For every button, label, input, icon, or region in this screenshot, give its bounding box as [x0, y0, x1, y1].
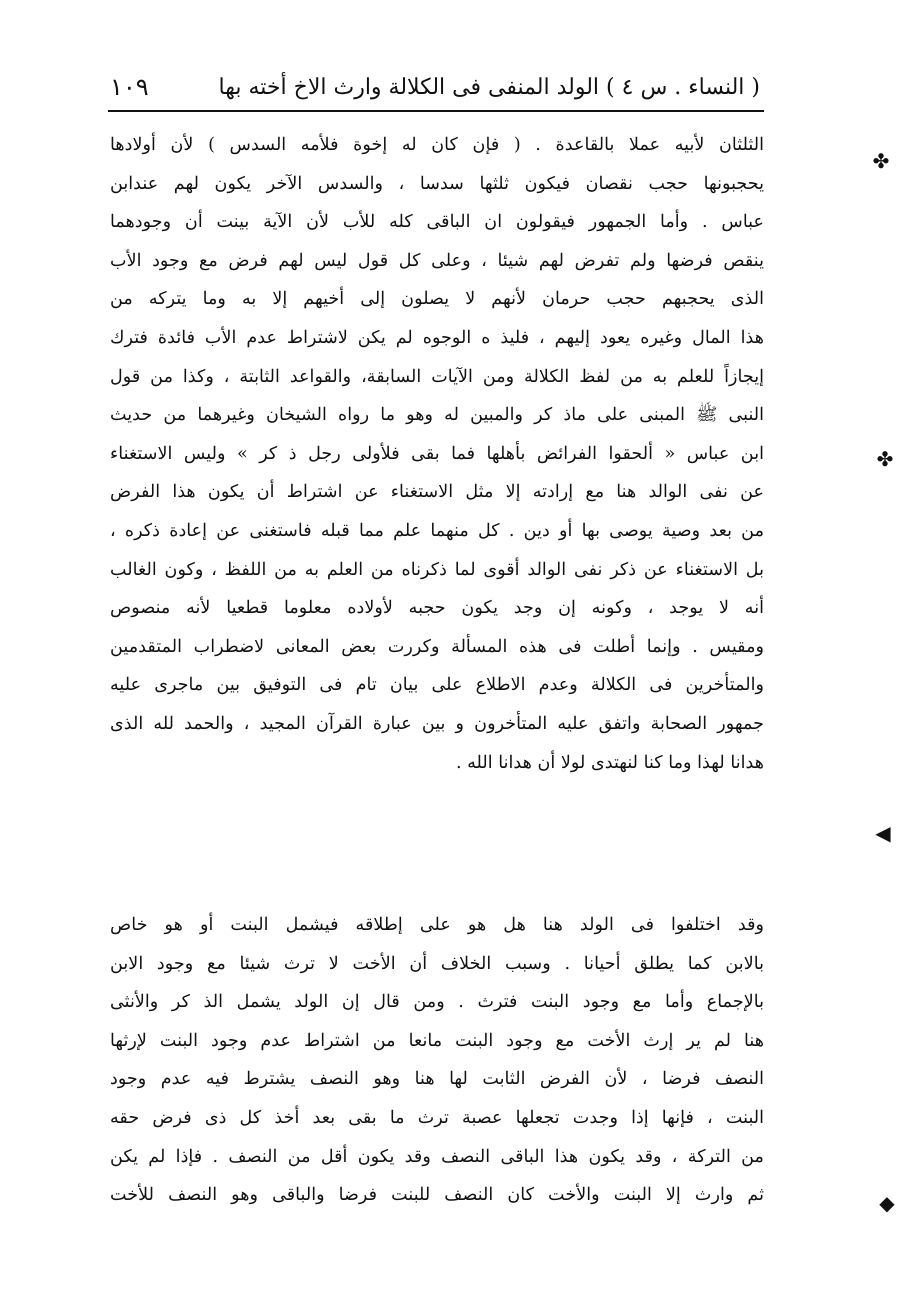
text-line: من بعد وصية يوصى بها أو دين . كل منهما علم مما قبله فاستغنى عن إعادة ذكره ، [110, 520, 764, 541]
text-line: ينقص فرضها ولم تفرض لهم شيئا ، وعلى كل قول ليس لهم فرض مع وجود الأب [110, 250, 764, 271]
paragraph-2 [110, 906, 764, 1215]
text-line: والمتأخرين فى الكلالة وعدم الاطلاع على بيان تام فى التوفيق بين ماجرى عليه [110, 675, 764, 696]
text-line: الذى يحجبهم حجب حرمان لأنهم لا يصلون إلى أخيهم إلا به وما يتركه من [110, 289, 764, 310]
text-line: من التركة ، وقد يكون هذا الباقى النصف وقد يكون أقل من النصف . فإذا لم يكن [110, 1146, 764, 1167]
header-rule [108, 110, 764, 112]
text-line: بل الاستغناء عن ذكر نفى الوالد أقوى لما ذكرناه من العلم به من اللفظ ، وكون الغالب [110, 559, 764, 580]
margin-mark: ◆ [879, 1191, 895, 1215]
text-line: جمهور الصحابة واتفق عليه المتأخرون و بين عبارة القرآن المجيد ، والحمد لله الذى [110, 713, 764, 734]
text-line: أنه لا يوجد ، وكونه إن وجد يكون حجبه لأولاده معلوما قطعيا لأنه منصوص [110, 598, 764, 619]
text-line: بالابن كما يطلق أحيانا . وسبب الخلاف أن الأخت لا ترث شيئا مع وجود الابن [110, 953, 764, 974]
paragraph-1 [110, 126, 764, 782]
margin-mark: ◀ [875, 821, 891, 845]
text-line: الثلثان لأبيه عملا بالقاعدة . ( فإن كان له إخوة فلأمه السدس ) لأن أولادها [110, 135, 764, 155]
text-line: النصف فرضا ، لأن الفرض الثابت لها هنا وهو النصف يشترط فيه عدم وجود [110, 1069, 764, 1090]
margin-mark: ✤ [876, 447, 894, 471]
text-line: عباس . وأما الجمهور فيقولون ان الباقى كله للأب لأن الآية بينت أن وجودهما [110, 212, 764, 233]
text-line: النبى ﷺ المبنى على ماذ كر والمبين له وهو ما رواه الشيخان وغيرهما من حديث [110, 405, 764, 426]
header-title: ( النساء . س ٤ ) الولد المنفى فى الكلالة وارث الاخ أخته بها [218, 74, 760, 100]
text-line: عن نفى الوالد هنا مع إرادته إلا مثل الاستغناء عن اشتراط أن يكون هذا الفرض [110, 482, 764, 503]
text-line: إيجازاً للعلم به من لفظ الكلالة ومن الآيات السابقة، والقواعد الثابتة ، وكذا من قول [110, 366, 764, 387]
running-header [110, 70, 760, 104]
text-line: ثم وارث إلا البنت والأخت كان النصف للبنت فرضا والباقى وهو النصف للأخت [110, 1185, 764, 1206]
margin-mark: ✤ [872, 149, 890, 173]
text-line: ومقيس . وإنما أطلت فى هذه المسألة وكررت بعض المعانى لاضطراب المتقدمين [110, 636, 764, 657]
text-line: بالإجماع وأما مع وجود البنت فترث . ومن قال إن الولد يشمل الذ كر والأنثى [110, 992, 764, 1013]
text-line: يحجبونها حجب نقصان فيكون ثلثها سدسا ، والسدس الآخر يكون لهم عندابن [110, 173, 764, 194]
text-line: هذا المال وغيره يعود إليهم ، فليذ ه الوجوه لم يكن لاشتراط عدم الأب فائدة فترك [110, 327, 764, 348]
text-line: وقد اختلفوا فى الولد هنا هل هو على إطلاقه فيشمل البنت أو هو خاص [110, 915, 764, 935]
text-line: ابن عباس « ألحقوا الفرائض بأهلها فما بقى فلأولى رجل ذ كر » وليس الاستغناء [110, 443, 764, 464]
text-line: هنا لم ير إرث الأخت مع وجود البنت مانعا من اشتراط عدم وجود البنت لإرثها [110, 1030, 764, 1051]
page-number: ١٠٩ [110, 73, 149, 101]
text-line-last: هدانا لهذا وما كنا لنهتدى لولا أن هدانا الله . [455, 752, 764, 773]
text-line: البنت ، فإنها إذا وجدت تجعلها عصبة ترث ما بقى بعد أخذ كل ذى فرض حقه [110, 1107, 764, 1128]
